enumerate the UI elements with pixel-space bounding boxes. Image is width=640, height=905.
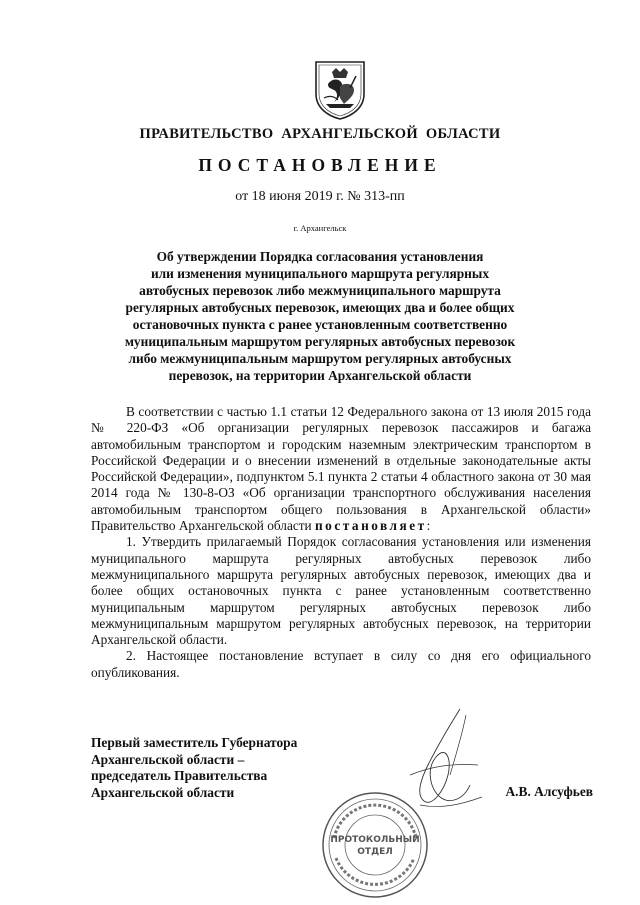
subject-line: или изменения муниципального маршрута регулярных [150,266,490,281]
seal-text: ПРОТОКОЛЬНЫЙ [330,835,420,845]
official-seal [320,790,430,900]
preamble-text: В соответствии с частью 1.1 статьи 12 Федерального закона от 13 июля 2015 года № 220-ФЗ «Об организации регулярных перевозок пассажиров и багажа автомобильным транспортом и городским наземным электрическим транспортом в Российской Федерации и о внесении изменений в отдельные законодательные акты Российской Федерации», подпунктом 5.1 пункта 2 статьи 4 областного закона от 30 мая 2014 года № 130-8-ОЗ «Об организации транспортного обслуживания населения автомобильным транспортом общего пользования в Архангельской области» Правительство Архангельской области [91,404,591,534]
government-title: ПРАВИТЕЛЬСТВО АРХАНГЕЛЬСКОЙ ОБЛАСТИ [139,126,501,142]
subject-line: либо межмуниципальным маршрутом регулярных автобусных [128,351,512,366]
position-line: Архангельской области [91,784,235,800]
signer-name: А.В. Алсуфьев [505,784,593,799]
resolves-word: постановляет [315,518,427,534]
subject-line: муниципальным маршрутом регулярных автобусных перевозок [124,334,516,349]
subject-line: регулярных автобусных перевозок, имеющих два и более общих [125,300,515,315]
coat-of-arms-emblem [310,58,370,120]
position-line: Архангельской области – [91,751,245,767]
item-1-paragraph: 1. Утвердить прилагаемый Порядок согласования установления или изменения муниципального маршрута регулярных автобусных перевозок либо межмуниципального маршрута регулярных автобусных перевозок, имеющих два и более общих остановочных пункта с ранее установленным соответственно муниципальным маршрутом регулярных автобусных перевозок либо межмуниципальным маршрутом регулярных автобусных перевозок, на территории Архангельской области. [91,534,591,648]
position-line: Первый заместитель Губернатора [91,735,298,750]
subject-line: перевозок, на территории Архангельской области [168,368,472,383]
item-2-paragraph: 2. Настоящее постановление вступает в силу со дня его официального опубликования. [91,648,591,680]
resolves-colon: : [426,518,431,534]
document-place: г. Архангельск [293,223,347,233]
signatory-position [91,735,331,801]
document-type: ПОСТАНОВЛЕНИЕ [198,155,442,175]
preamble-paragraph [91,404,591,534]
subject-line: автобусных перевозок либо межмуниципального маршрута [139,283,501,298]
document-subject [100,248,540,384]
subject-line: остановочных пункта с ранее установленным соответственно [132,317,508,332]
subject-line: Об утверждении Порядка согласования установления [156,249,484,264]
seal-text: ОТДЕЛ [357,847,393,857]
position-line: председатель Правительства [91,768,268,783]
document-body [91,404,591,681]
document-date-number: от 18 июня 2019 г. № 313-пп [235,189,405,204]
